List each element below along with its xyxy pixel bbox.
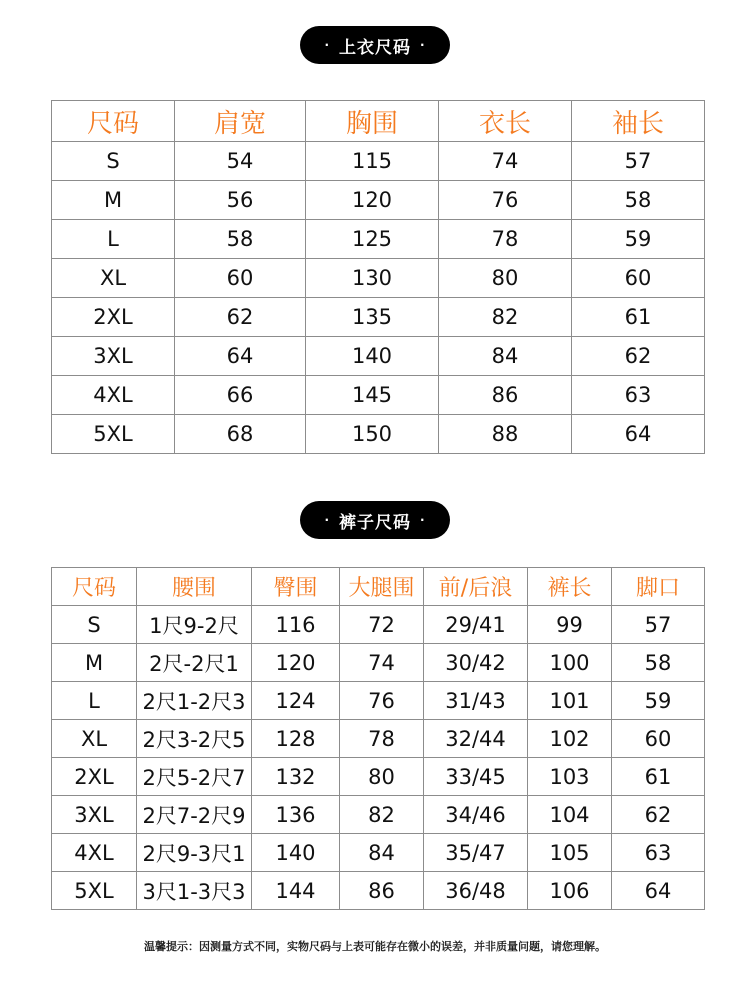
- header-cell: 袖长: [572, 101, 705, 142]
- table-row: [52, 298, 705, 337]
- header-cell: 臀围: [252, 568, 340, 606]
- table-cell: 35/47: [424, 834, 528, 872]
- table-row: [52, 834, 705, 872]
- size-label-cell: XL: [52, 720, 137, 758]
- table-cell: 30/42: [424, 644, 528, 682]
- top-size-table: [51, 100, 705, 454]
- table-cell: 88: [439, 415, 572, 454]
- table-cell: 64: [572, 415, 705, 454]
- table-cell: 120: [252, 644, 340, 682]
- table-cell: 2尺9-3尺1: [137, 834, 252, 872]
- table-cell: 3尺1-3尺3: [137, 872, 252, 910]
- table-cell: 56: [175, 181, 306, 220]
- size-label-cell: L: [52, 682, 137, 720]
- header-cell: 衣长: [439, 101, 572, 142]
- table-row: [52, 644, 705, 682]
- table-cell: 64: [175, 337, 306, 376]
- table-cell: 86: [340, 872, 424, 910]
- table-cell: 66: [175, 376, 306, 415]
- header-cell: 脚口: [612, 568, 705, 606]
- table-cell: 103: [528, 758, 612, 796]
- bottom-section-title-pill: [300, 501, 450, 539]
- table-row: [52, 606, 705, 644]
- table-cell: 78: [439, 220, 572, 259]
- table-cell: 34/46: [424, 796, 528, 834]
- bottom-table-body: [52, 606, 705, 910]
- size-label-cell: 2XL: [52, 758, 137, 796]
- table-cell: 29/41: [424, 606, 528, 644]
- table-cell: 76: [439, 181, 572, 220]
- table-cell: 61: [612, 758, 705, 796]
- table-row: [52, 259, 705, 298]
- top-section-title: 上衣尺码: [339, 37, 411, 58]
- table-cell: 62: [572, 337, 705, 376]
- title-dot-right: ·: [420, 513, 426, 527]
- table-cell: 101: [528, 682, 612, 720]
- table-cell: 76: [340, 682, 424, 720]
- table-cell: 2尺7-2尺9: [137, 796, 252, 834]
- table-cell: 125: [306, 220, 439, 259]
- table-cell: 59: [612, 682, 705, 720]
- table-cell: 61: [572, 298, 705, 337]
- header-cell: 裤长: [528, 568, 612, 606]
- table-header-row: [52, 101, 705, 142]
- size-label-cell: 2XL: [52, 298, 175, 337]
- table-cell: 82: [340, 796, 424, 834]
- size-label-cell: XL: [52, 259, 175, 298]
- table-row: [52, 682, 705, 720]
- table-cell: 140: [252, 834, 340, 872]
- table-row: [52, 415, 705, 454]
- table-cell: 62: [175, 298, 306, 337]
- table-cell: 144: [252, 872, 340, 910]
- table-cell: 64: [612, 872, 705, 910]
- size-label-cell: 3XL: [52, 337, 175, 376]
- table-row: [52, 376, 705, 415]
- table-cell: 132: [252, 758, 340, 796]
- table-cell: 136: [252, 796, 340, 834]
- bottom-section-title: 裤子尺码: [339, 512, 411, 533]
- table-cell: 33/45: [424, 758, 528, 796]
- table-cell: 57: [612, 606, 705, 644]
- table-cell: 57: [572, 142, 705, 181]
- table-cell: 104: [528, 796, 612, 834]
- table-row: [52, 872, 705, 910]
- table-cell: 58: [572, 181, 705, 220]
- table-cell: 1尺9-2尺: [137, 606, 252, 644]
- table-header-row: [52, 568, 705, 606]
- table-row: [52, 796, 705, 834]
- table-cell: 116: [252, 606, 340, 644]
- table-cell: 2尺-2尺1: [137, 644, 252, 682]
- table-cell: 32/44: [424, 720, 528, 758]
- header-cell: 前/后浪: [424, 568, 528, 606]
- bottom-size-table: [51, 567, 705, 910]
- table-cell: 100: [528, 644, 612, 682]
- size-label-cell: S: [52, 606, 137, 644]
- table-cell: 60: [175, 259, 306, 298]
- size-label-cell: 5XL: [52, 872, 137, 910]
- table-cell: 80: [340, 758, 424, 796]
- size-label-cell: 3XL: [52, 796, 137, 834]
- header-cell: 肩宽: [175, 101, 306, 142]
- header-cell: 尺码: [52, 101, 175, 142]
- top-section-title-pill: [300, 26, 450, 64]
- title-dot-left: ·: [324, 513, 330, 527]
- table-cell: 72: [340, 606, 424, 644]
- table-cell: 106: [528, 872, 612, 910]
- table-cell: 84: [439, 337, 572, 376]
- table-cell: 80: [439, 259, 572, 298]
- table-cell: 105: [528, 834, 612, 872]
- size-label-cell: 4XL: [52, 834, 137, 872]
- table-cell: 36/48: [424, 872, 528, 910]
- table-row: [52, 142, 705, 181]
- size-label-cell: 5XL: [52, 415, 175, 454]
- table-row: [52, 220, 705, 259]
- table-row: [52, 181, 705, 220]
- table-cell: 2尺3-2尺5: [137, 720, 252, 758]
- size-label-cell: S: [52, 142, 175, 181]
- size-note: 温馨提示：因测量方式不同，实物尺码与上表可能存在微小的误差，并非质量问题，请您理解。: [144, 940, 606, 953]
- size-label-cell: L: [52, 220, 175, 259]
- table-cell: 130: [306, 259, 439, 298]
- table-cell: 102: [528, 720, 612, 758]
- table-cell: 58: [175, 220, 306, 259]
- table-cell: 2尺1-2尺3: [137, 682, 252, 720]
- table-cell: 74: [340, 644, 424, 682]
- table-cell: 60: [612, 720, 705, 758]
- table-cell: 86: [439, 376, 572, 415]
- table-cell: 82: [439, 298, 572, 337]
- table-cell: 115: [306, 142, 439, 181]
- size-label-cell: M: [52, 644, 137, 682]
- size-label-cell: 4XL: [52, 376, 175, 415]
- table-cell: 31/43: [424, 682, 528, 720]
- table-cell: 2尺5-2尺7: [137, 758, 252, 796]
- title-dot-left: ·: [324, 38, 330, 52]
- table-cell: 74: [439, 142, 572, 181]
- table-cell: 84: [340, 834, 424, 872]
- table-cell: 68: [175, 415, 306, 454]
- header-cell: 尺码: [52, 568, 137, 606]
- table-cell: 58: [612, 644, 705, 682]
- table-row: [52, 337, 705, 376]
- table-row: [52, 758, 705, 796]
- table-cell: 120: [306, 181, 439, 220]
- table-row: [52, 720, 705, 758]
- table-cell: 124: [252, 682, 340, 720]
- table-cell: 140: [306, 337, 439, 376]
- table-cell: 128: [252, 720, 340, 758]
- top-table-body: [52, 142, 705, 454]
- table-cell: 63: [612, 834, 705, 872]
- table-cell: 54: [175, 142, 306, 181]
- table-cell: 99: [528, 606, 612, 644]
- table-cell: 78: [340, 720, 424, 758]
- table-cell: 145: [306, 376, 439, 415]
- table-cell: 59: [572, 220, 705, 259]
- table-cell: 135: [306, 298, 439, 337]
- header-cell: 胸围: [306, 101, 439, 142]
- table-cell: 63: [572, 376, 705, 415]
- title-dot-right: ·: [420, 38, 426, 52]
- header-cell: 大腿围: [340, 568, 424, 606]
- table-cell: 150: [306, 415, 439, 454]
- size-label-cell: M: [52, 181, 175, 220]
- table-cell: 60: [572, 259, 705, 298]
- header-cell: 腰围: [137, 568, 252, 606]
- table-cell: 62: [612, 796, 705, 834]
